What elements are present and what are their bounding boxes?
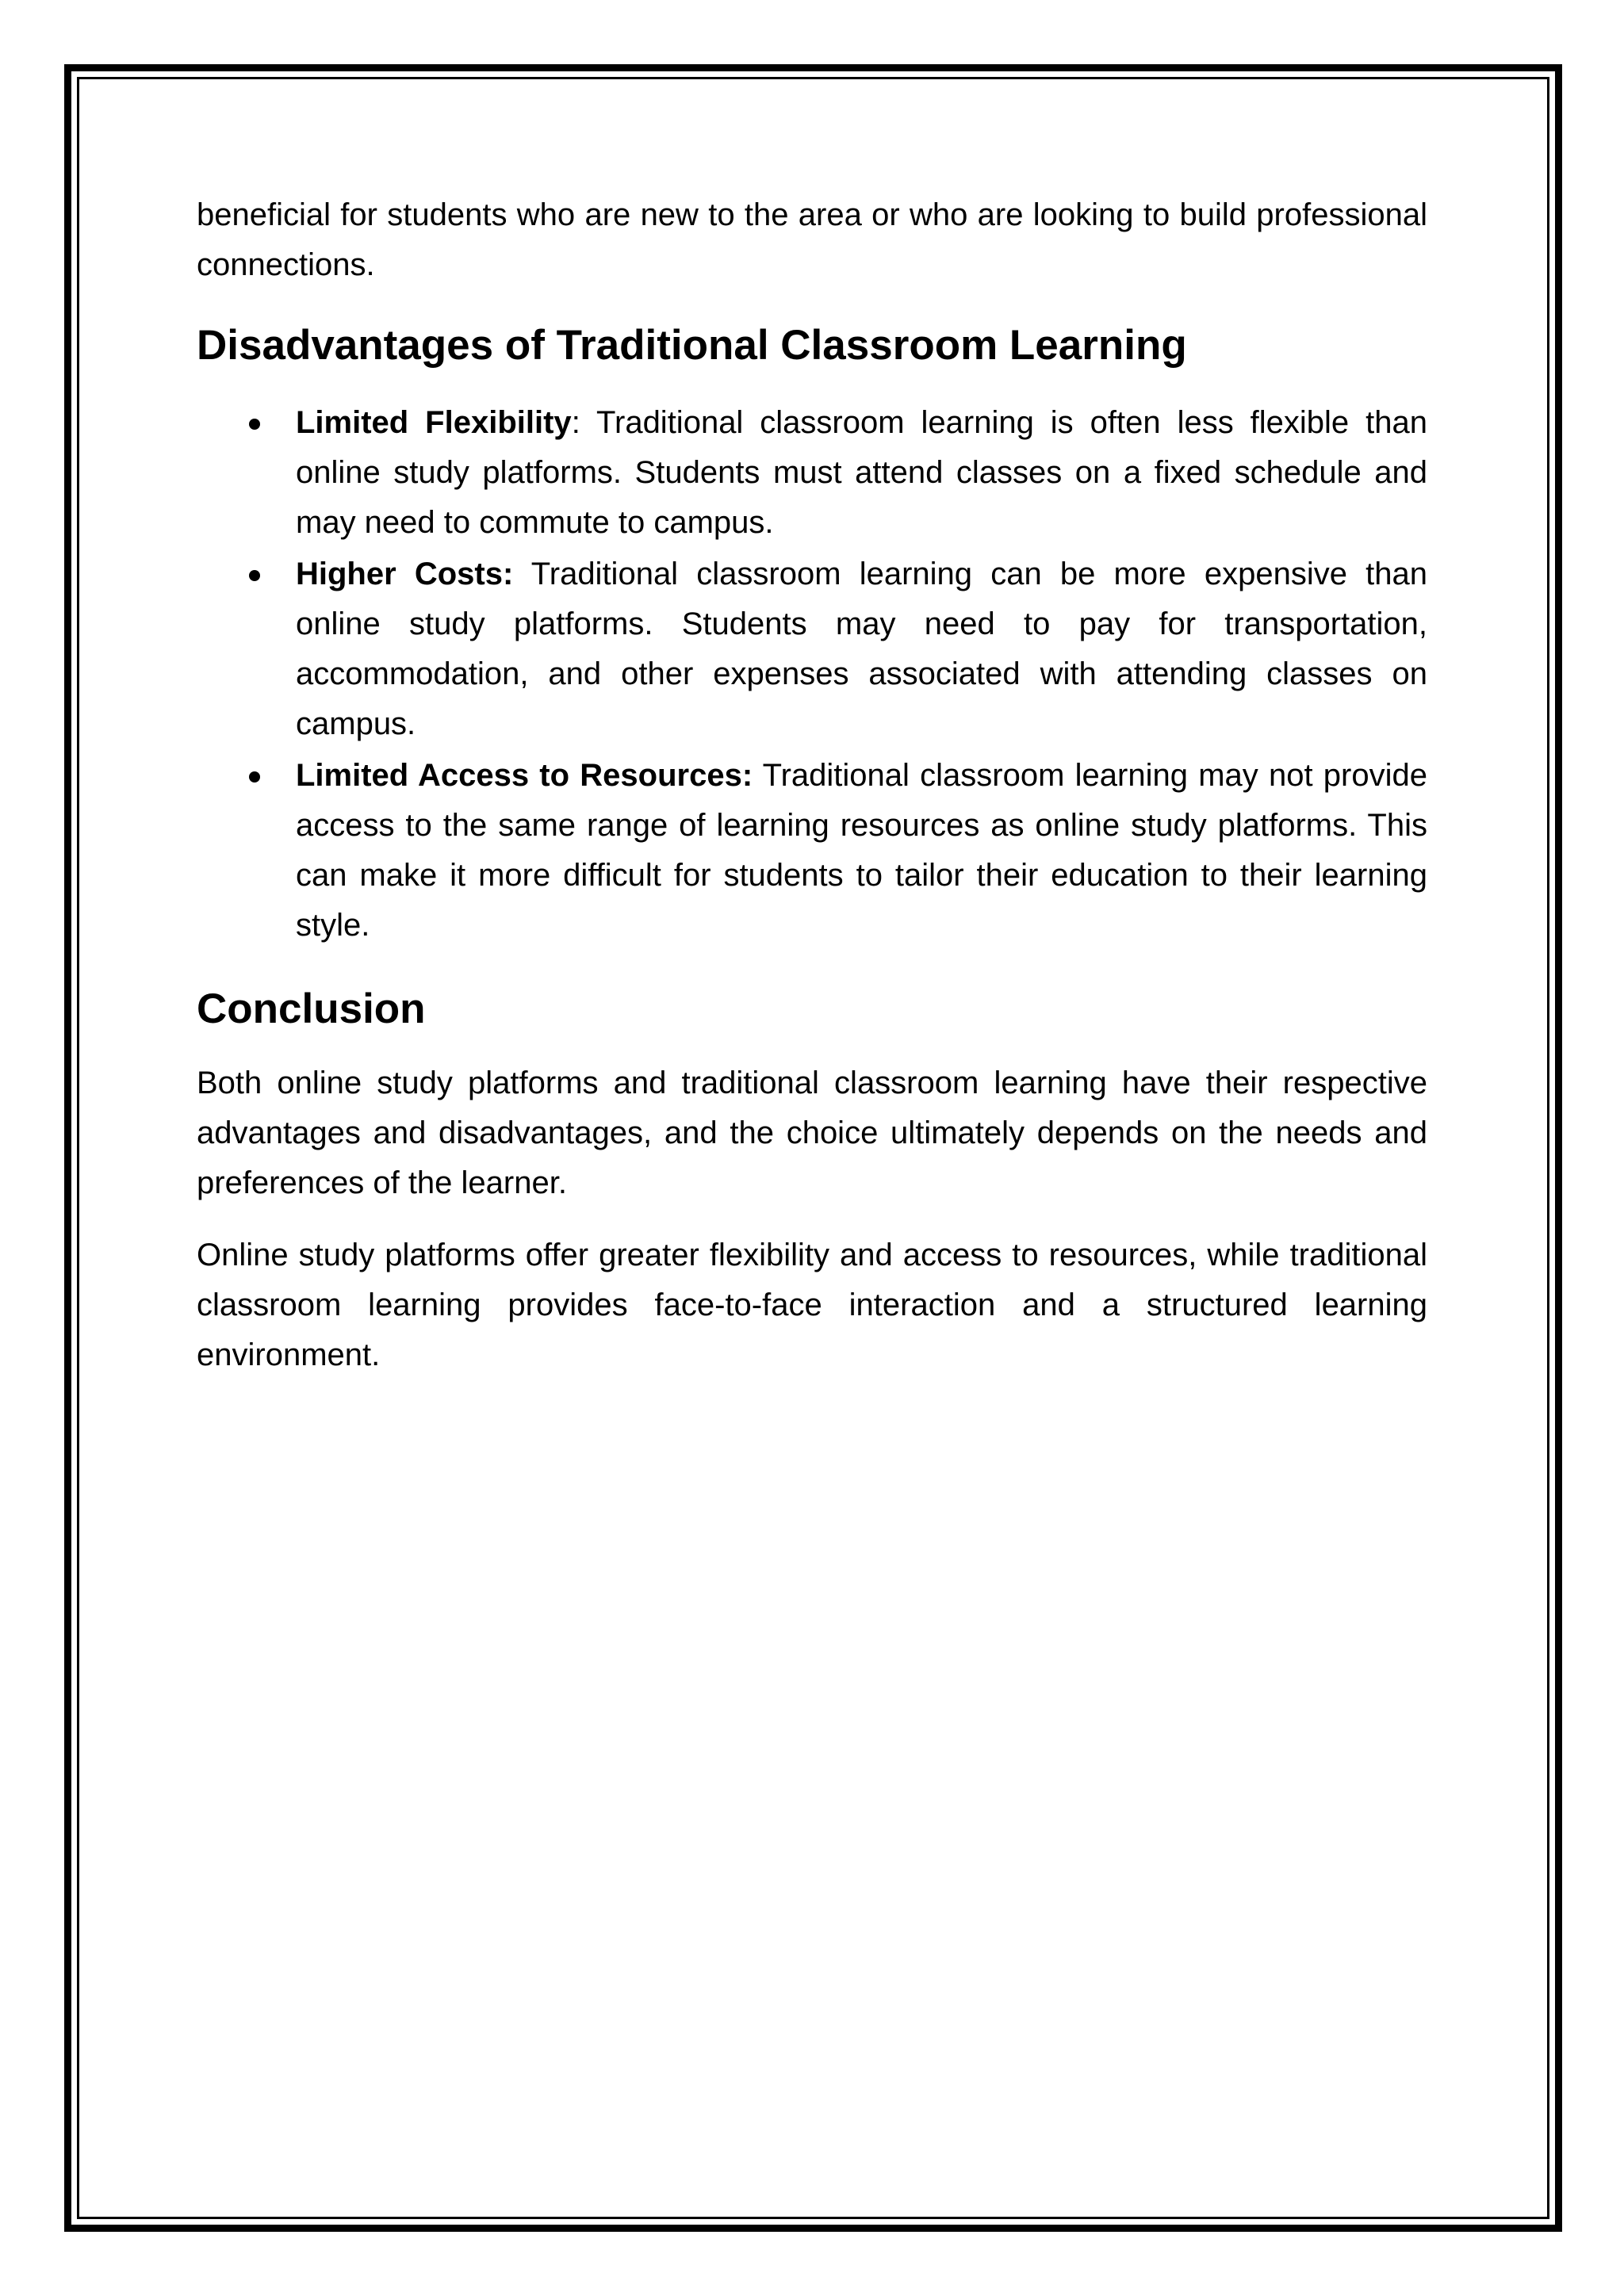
conclusion-paragraph-1: Both online study platforms and traditional classroom learning have their respective advantages and disadvantages, and the choice ultimately depends on the needs and preferences of the learner. xyxy=(197,1066,1427,1200)
list-item-text: Traditional classroom learning can be more expensive than online study platforms. Students may need to pay for transportation, accommodation, and other expenses associated with attending classes on campus. xyxy=(296,557,1428,741)
list-item xyxy=(197,751,1427,951)
list-item-term: Higher Costs: xyxy=(296,557,514,591)
list-item-text: Traditional classroom learning is often less flexible than online study platforms. Students must attend classes on a fixed schedule and may need to commute to campus. xyxy=(296,405,1427,540)
list-item xyxy=(197,549,1427,749)
list-item-separator xyxy=(753,758,763,793)
intro-paragraph: beneficial for students who are new to the area or who are looking to build professional connections. xyxy=(197,197,1427,282)
list-item-term: Limited Flexibility xyxy=(296,405,572,440)
bullet-icon xyxy=(249,771,260,783)
list-item xyxy=(197,398,1427,548)
bullet-icon xyxy=(249,419,260,430)
list-item-separator: : xyxy=(571,405,597,440)
conclusion-heading: Conclusion xyxy=(197,985,426,1032)
disadvantages-list xyxy=(197,398,1427,951)
bullet-icon xyxy=(249,570,260,581)
conclusion-paragraph-2: Online study platforms offer greater flexibility and access to resources, while traditional classroom learning provides face-to-face interaction and a structured learning environment. xyxy=(197,1238,1427,1372)
list-item-separator xyxy=(513,557,530,591)
disadvantages-heading: Disadvantages of Traditional Classroom Learning xyxy=(197,322,1187,369)
list-item-term: Limited Access to Resources: xyxy=(296,758,753,793)
page-content xyxy=(197,190,1427,1380)
list-item-text: Traditional classroom learning may not provide access to the same range of learning resources as online study platforms. This can make it more difficult for students to tailor their education to their learning style. xyxy=(296,758,1427,943)
